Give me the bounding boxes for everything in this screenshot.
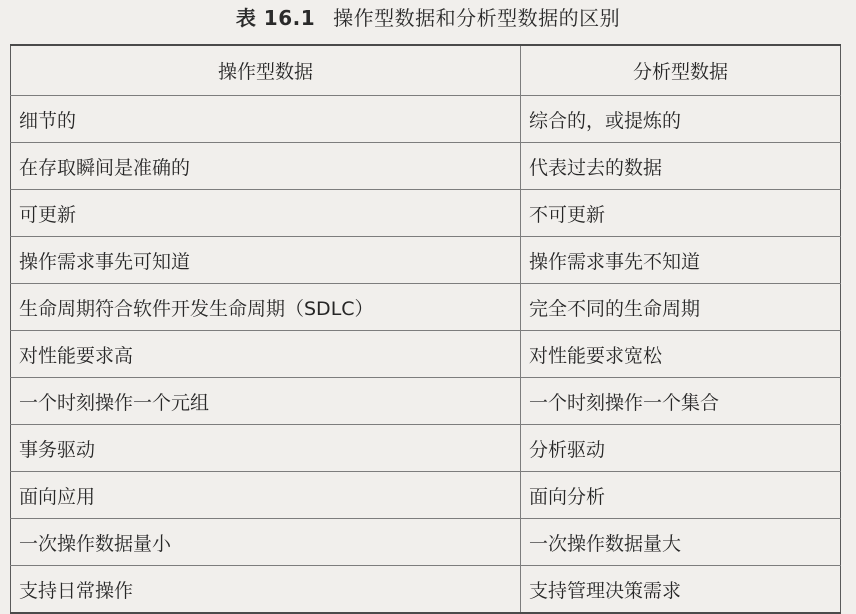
table-row: [11, 425, 841, 472]
header-row: [11, 45, 841, 96]
table-row: [11, 143, 841, 190]
operational-cell: 可更新: [11, 190, 521, 237]
analytical-cell: 支持管理决策需求: [521, 566, 841, 614]
table-number: 表 16.1: [235, 6, 316, 30]
table-caption: [0, 2, 856, 31]
table-row: [11, 472, 841, 519]
analytical-cell: 分析驱动: [521, 425, 841, 472]
operational-cell: 在存取瞬间是准确的: [11, 143, 521, 190]
analytical-cell: 不可更新: [521, 190, 841, 237]
table-row: [11, 331, 841, 378]
operational-cell: 生命周期符合软件开发生命周期（SDLC）: [11, 284, 521, 331]
operational-cell: 一次操作数据量小: [11, 519, 521, 566]
operational-cell: 面向应用: [11, 472, 521, 519]
header-operational: 操作型数据: [11, 45, 521, 96]
operational-cell: 一个时刻操作一个元组: [11, 378, 521, 425]
table-title: 操作型数据和分析型数据的区别: [333, 6, 621, 30]
table-row: [11, 519, 841, 566]
table-row: [11, 96, 841, 143]
analytical-cell: 综合的，或提炼的: [521, 96, 841, 143]
table-row: [11, 566, 841, 614]
analytical-cell: 对性能要求宽松: [521, 331, 841, 378]
header-analytical: 分析型数据: [521, 45, 841, 96]
operational-cell: 事务驱动: [11, 425, 521, 472]
table-row: [11, 237, 841, 284]
analytical-cell: 完全不同的生命周期: [521, 284, 841, 331]
analytical-cell: 面向分析: [521, 472, 841, 519]
table-row: [11, 284, 841, 331]
analytical-cell: 一次操作数据量大: [521, 519, 841, 566]
operational-cell: 操作需求事先可知道: [11, 237, 521, 284]
table-row: [11, 190, 841, 237]
comparison-table: [10, 44, 841, 614]
analytical-cell: 一个时刻操作一个集合: [521, 378, 841, 425]
operational-cell: 对性能要求高: [11, 331, 521, 378]
analytical-cell: 代表过去的数据: [521, 143, 841, 190]
analytical-cell: 操作需求事先不知道: [521, 237, 841, 284]
operational-cell: 支持日常操作: [11, 566, 521, 614]
operational-cell: 细节的: [11, 96, 521, 143]
table-row: [11, 378, 841, 425]
